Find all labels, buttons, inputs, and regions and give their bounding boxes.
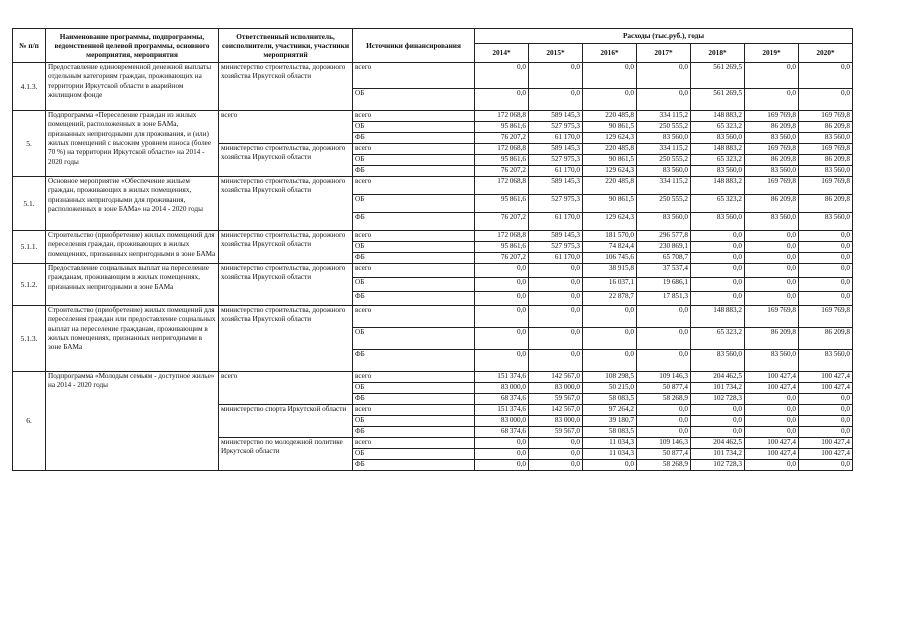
row-value: 61 170,0 [529, 133, 583, 144]
row-source: всего [353, 63, 475, 89]
row-value: 0,0 [475, 438, 529, 449]
row-source: ФБ [353, 166, 475, 177]
row-executor: министерство строительства, дорожного хозяйства Иркутской области [219, 306, 353, 372]
row-value: 220 485,8 [583, 144, 637, 155]
row-source: всего [353, 372, 475, 383]
row-value: 0,0 [745, 89, 799, 111]
row-value: 250 555,2 [637, 122, 691, 133]
row-value: 65 323,2 [691, 155, 745, 166]
row-value: 0,0 [529, 328, 583, 350]
row-value: 97 264,2 [583, 405, 637, 416]
header-executor: Ответственный исполнитель, соисполнители, участники, участники мероприятий [219, 29, 353, 63]
row-value: 169 769,8 [799, 177, 853, 195]
row-value: 172 068,8 [475, 177, 529, 195]
row-value: 83 560,0 [637, 213, 691, 231]
row-value: 148 883,2 [691, 111, 745, 122]
row-value: 0,0 [475, 449, 529, 460]
row-value: 172 068,8 [475, 231, 529, 242]
row-value: 0,0 [529, 449, 583, 460]
header-source: Источники финансирования [353, 29, 475, 63]
row-value: 0,0 [637, 306, 691, 328]
table-row [13, 264, 853, 278]
row-value: 151 374,6 [475, 372, 529, 383]
row-value: 0,0 [529, 89, 583, 111]
row-source: ОБ [353, 328, 475, 350]
row-value: 220 485,8 [583, 177, 637, 195]
row-value: 86 209,8 [799, 195, 853, 213]
row-executor: министерство строительства, дорожного хозяйства Иркутской области [219, 177, 353, 231]
table-body [13, 63, 853, 471]
row-value: 0,0 [475, 63, 529, 89]
row-value: 0,0 [691, 416, 745, 427]
row-value: 169 769,8 [745, 144, 799, 155]
row-value: 0,0 [529, 278, 583, 292]
row-executor: министерство строительства, дорожного хозяйства Иркутской области [219, 231, 353, 264]
row-source: ОБ [353, 242, 475, 253]
row-value: 0,0 [583, 328, 637, 350]
row-value: 0,0 [745, 242, 799, 253]
row-name: Предоставление единовременной денежной выплаты отдельным категориям граждан, проживающих на территории Иркутской области в аварийном жилищном фонде [46, 63, 219, 111]
row-value: 76 207,2 [475, 213, 529, 231]
row-value: 0,0 [691, 264, 745, 278]
row-value: 0,0 [583, 350, 637, 372]
row-value: 0,0 [475, 292, 529, 306]
row-index: 6. [13, 372, 46, 471]
row-executor: всего [219, 372, 353, 405]
row-value: 17 851,3 [637, 292, 691, 306]
row-value: 151 374,6 [475, 405, 529, 416]
row-value: 100 427,4 [745, 449, 799, 460]
row-executor: министерство по молодежной политике Иркутской области [219, 438, 353, 471]
row-source: ОБ [353, 89, 475, 111]
row-source: ФБ [353, 292, 475, 306]
row-value: 148 883,2 [691, 144, 745, 155]
row-value: 0,0 [691, 253, 745, 264]
row-source: всего [353, 264, 475, 278]
row-value: 0,0 [745, 253, 799, 264]
row-value: 0,0 [529, 264, 583, 278]
header-num: № п/п [13, 29, 46, 63]
row-value: 83 560,0 [745, 166, 799, 177]
row-source: ФБ [353, 133, 475, 144]
row-value: 86 209,8 [745, 122, 799, 133]
row-name: Строительство (приобретение) жилых помещений для переселения граждан или предоставление социальных выплат на переселение гражданам, проживающим в жилых помещениях, признанных непригодными в зоне БАМа [46, 306, 219, 372]
row-value: 50 877,4 [637, 449, 691, 460]
row-value: 0,0 [691, 231, 745, 242]
row-value: 16 037,1 [583, 278, 637, 292]
row-value: 0,0 [475, 278, 529, 292]
row-value: 11 034,3 [583, 449, 637, 460]
row-value: 83 560,0 [691, 213, 745, 231]
row-value: 58 083,5 [583, 394, 637, 405]
row-value: 83 560,0 [691, 133, 745, 144]
row-value: 561 269,5 [691, 89, 745, 111]
row-source: всего [353, 405, 475, 416]
row-value: 0,0 [691, 427, 745, 438]
header-year: 2020* [799, 44, 853, 63]
row-name: Строительство (приобретение) жилых помещений для переселения граждан, проживающих в жилых помещениях, признанных непригодными в зоне БАМа [46, 231, 219, 264]
header-year: 2014* [475, 44, 529, 63]
row-source: ОБ [353, 278, 475, 292]
row-value: 0,0 [529, 63, 583, 89]
row-value: 0,0 [475, 350, 529, 372]
row-name: Подпрограмма «Переселение граждан из жилых помещений, расположенных в зоне БАМа, признанных непригодными для проживания, и (или) жилых помещений с высоким уровнем износа (более 70 %) на территории Иркутской области» на 2014 - 2020 годы [46, 111, 219, 177]
row-index: 5.1. [13, 177, 46, 231]
row-value: 0,0 [583, 306, 637, 328]
row-index: 4.1.3. [13, 63, 46, 111]
row-value: 0,0 [799, 264, 853, 278]
row-value: 0,0 [799, 460, 853, 471]
row-value: 250 555,2 [637, 195, 691, 213]
row-source: всего [353, 144, 475, 155]
budget-table [12, 28, 853, 471]
row-value: 230 869,1 [637, 242, 691, 253]
row-value: 22 878,7 [583, 292, 637, 306]
row-value: 83 560,0 [799, 133, 853, 144]
row-value: 0,0 [637, 328, 691, 350]
row-value: 86 209,8 [745, 195, 799, 213]
row-value: 61 170,0 [529, 166, 583, 177]
row-value: 0,0 [637, 89, 691, 111]
row-value: 0,0 [529, 292, 583, 306]
row-value: 11 034,3 [583, 438, 637, 449]
row-value: 0,0 [745, 292, 799, 306]
row-value: 0,0 [475, 460, 529, 471]
row-value: 38 915,8 [583, 264, 637, 278]
row-value: 65 323,2 [691, 195, 745, 213]
row-source: ФБ [353, 394, 475, 405]
row-value: 0,0 [637, 350, 691, 372]
header-year: 2019* [745, 44, 799, 63]
row-value: 83 560,0 [745, 133, 799, 144]
row-value: 76 207,2 [475, 253, 529, 264]
row-value: 129 624,3 [583, 166, 637, 177]
row-value: 83 560,0 [637, 133, 691, 144]
row-value: 58 268,9 [637, 394, 691, 405]
row-name: Основное мероприятие «Обеспечение жильем граждан, проживающих в жилых помещениях, признанных непригодными для проживания, расположенных в зоне БАМа» на 2014 - 2020 годы [46, 177, 219, 231]
row-value: 58 083,5 [583, 427, 637, 438]
row-value: 76 207,2 [475, 166, 529, 177]
row-value: 0,0 [475, 89, 529, 111]
row-value: 101 734,2 [691, 449, 745, 460]
table-row [13, 111, 853, 122]
row-executor: министерство строительства, дорожного хозяйства Иркутской области [219, 63, 353, 111]
row-name: Подпрограмма «Молодым семьям - доступное жилье» на 2014 - 2020 годы [46, 372, 219, 471]
row-source: всего [353, 438, 475, 449]
row-value: 220 485,8 [583, 111, 637, 122]
row-value: 83 000,0 [475, 416, 529, 427]
row-value: 0,0 [583, 460, 637, 471]
row-value: 169 769,8 [745, 306, 799, 328]
row-source: ОБ [353, 449, 475, 460]
row-value: 0,0 [691, 292, 745, 306]
row-value: 0,0 [745, 278, 799, 292]
row-value: 334 115,2 [637, 177, 691, 195]
row-value: 0,0 [691, 278, 745, 292]
row-value: 109 146,3 [637, 438, 691, 449]
row-value: 68 374,6 [475, 427, 529, 438]
row-source: ФБ [353, 460, 475, 471]
row-value: 86 209,8 [799, 155, 853, 166]
row-value: 83 560,0 [637, 166, 691, 177]
row-value: 0,0 [529, 350, 583, 372]
row-value: 334 115,2 [637, 144, 691, 155]
row-value: 0,0 [475, 328, 529, 350]
table-row [13, 231, 853, 242]
row-value: 95 861,6 [475, 155, 529, 166]
row-value: 65 323,2 [691, 328, 745, 350]
row-value: 86 209,8 [799, 122, 853, 133]
row-value: 83 000,0 [475, 383, 529, 394]
row-index: 5.1.2. [13, 264, 46, 306]
row-value: 90 861,5 [583, 155, 637, 166]
row-source: ОБ [353, 122, 475, 133]
row-value: 334 115,2 [637, 111, 691, 122]
row-source: ОБ [353, 416, 475, 427]
row-value: 90 861,5 [583, 195, 637, 213]
header-year: 2015* [529, 44, 583, 63]
row-executor: министерство строительства, дорожного хозяйства Иркутской области [219, 264, 353, 306]
row-value: 95 861,6 [475, 195, 529, 213]
row-value: 0,0 [799, 242, 853, 253]
row-value: 142 567,0 [529, 372, 583, 383]
row-value: 50 215,0 [583, 383, 637, 394]
header-year: 2016* [583, 44, 637, 63]
row-value: 0,0 [529, 460, 583, 471]
row-value: 83 560,0 [691, 166, 745, 177]
row-value: 0,0 [637, 63, 691, 89]
row-value: 296 577,8 [637, 231, 691, 242]
row-value: 90 861,5 [583, 122, 637, 133]
row-value: 83 560,0 [691, 350, 745, 372]
row-value: 0,0 [529, 438, 583, 449]
row-value: 59 567,0 [529, 427, 583, 438]
header-expenses: Расходы (тыс.руб.), годы [475, 29, 853, 44]
row-value: 106 745,6 [583, 253, 637, 264]
row-value: 142 567,0 [529, 405, 583, 416]
row-value: 59 567,0 [529, 394, 583, 405]
budget-table-page [12, 28, 852, 471]
row-value: 0,0 [583, 89, 637, 111]
row-value: 0,0 [475, 264, 529, 278]
row-value: 0,0 [799, 416, 853, 427]
row-value: 86 209,8 [799, 328, 853, 350]
row-value: 100 427,4 [799, 438, 853, 449]
row-value: 83 000,0 [529, 383, 583, 394]
row-value: 0,0 [475, 306, 529, 328]
row-value: 101 734,2 [691, 383, 745, 394]
row-value: 527 975,3 [529, 155, 583, 166]
row-value: 0,0 [799, 89, 853, 111]
row-value: 95 861,6 [475, 242, 529, 253]
row-value: 86 209,8 [745, 155, 799, 166]
row-value: 0,0 [799, 278, 853, 292]
row-value: 0,0 [745, 264, 799, 278]
row-value: 0,0 [799, 231, 853, 242]
row-value: 129 624,3 [583, 213, 637, 231]
row-value: 589 145,3 [529, 144, 583, 155]
row-value: 100 427,4 [799, 449, 853, 460]
row-value: 0,0 [745, 405, 799, 416]
row-value: 589 145,3 [529, 111, 583, 122]
row-executor: министерство спорта Иркутской области [219, 405, 353, 438]
row-source: ОБ [353, 195, 475, 213]
row-source: ФБ [353, 427, 475, 438]
row-executor: всего [219, 111, 353, 144]
row-value: 100 427,4 [745, 438, 799, 449]
row-value: 148 883,2 [691, 306, 745, 328]
row-value: 0,0 [691, 405, 745, 416]
row-value: 589 145,3 [529, 177, 583, 195]
row-source: ОБ [353, 155, 475, 166]
row-value: 65 708,7 [637, 253, 691, 264]
row-value: 169 769,8 [799, 111, 853, 122]
row-value: 0,0 [799, 253, 853, 264]
row-value: 0,0 [799, 427, 853, 438]
row-value: 61 170,0 [529, 213, 583, 231]
row-value: 527 975,3 [529, 195, 583, 213]
row-value: 0,0 [745, 63, 799, 89]
header-name: Наименование программы, подпрограммы, ведомственной целевой программы, основного мероприятия, мероприятия [46, 29, 219, 63]
row-source: ФБ [353, 213, 475, 231]
row-value: 0,0 [583, 63, 637, 89]
row-value: 39 180,7 [583, 416, 637, 427]
row-index: 5.1.3. [13, 306, 46, 372]
row-value: 100 427,4 [799, 383, 853, 394]
row-value: 0,0 [799, 405, 853, 416]
row-value: 172 068,8 [475, 144, 529, 155]
table-row [13, 306, 853, 328]
row-source: всего [353, 177, 475, 195]
row-value: 83 000,0 [529, 416, 583, 427]
row-value: 86 209,8 [745, 328, 799, 350]
row-value: 148 883,2 [691, 177, 745, 195]
row-executor: министерство строительства, дорожного хозяйства Иркутской области [219, 144, 353, 177]
table-row [13, 177, 853, 195]
row-source: ФБ [353, 350, 475, 372]
row-value: 108 298,5 [583, 372, 637, 383]
row-value: 68 374,6 [475, 394, 529, 405]
row-value: 0,0 [691, 242, 745, 253]
row-value: 169 769,8 [745, 177, 799, 195]
row-value: 83 560,0 [799, 166, 853, 177]
row-name: Предоставление социальных выплат на переселение гражданам, проживающим в жилых помещениях, признанных непригодными в зоне БАМа [46, 264, 219, 306]
row-source: всего [353, 111, 475, 122]
row-value: 169 769,8 [799, 144, 853, 155]
row-source: всего [353, 231, 475, 242]
header-year: 2017* [637, 44, 691, 63]
row-value: 0,0 [745, 231, 799, 242]
row-source: всего [353, 306, 475, 328]
row-value: 100 427,4 [745, 383, 799, 394]
row-index: 5.1.1. [13, 231, 46, 264]
row-value: 527 975,3 [529, 122, 583, 133]
row-value: 0,0 [745, 416, 799, 427]
row-value: 0,0 [799, 292, 853, 306]
row-value: 83 560,0 [745, 350, 799, 372]
row-value: 58 268,9 [637, 460, 691, 471]
table-row [13, 63, 853, 89]
row-value: 561 269,5 [691, 63, 745, 89]
row-value: 102 728,3 [691, 394, 745, 405]
row-value: 0,0 [745, 394, 799, 405]
row-value: 83 560,0 [799, 213, 853, 231]
row-value: 19 686,1 [637, 278, 691, 292]
row-value: 527 975,3 [529, 242, 583, 253]
row-value: 129 624,3 [583, 133, 637, 144]
row-value: 37 537,4 [637, 264, 691, 278]
row-value: 589 145,3 [529, 231, 583, 242]
row-source: ФБ [353, 253, 475, 264]
row-value: 100 427,4 [799, 372, 853, 383]
row-value: 83 560,0 [799, 350, 853, 372]
row-value: 100 427,4 [745, 372, 799, 383]
row-value: 76 207,2 [475, 133, 529, 144]
row-value: 61 170,0 [529, 253, 583, 264]
row-value: 109 146,3 [637, 372, 691, 383]
row-value: 181 570,0 [583, 231, 637, 242]
row-value: 204 462,5 [691, 438, 745, 449]
row-value: 0,0 [745, 460, 799, 471]
header-year: 2018* [691, 44, 745, 63]
row-value: 74 824,4 [583, 242, 637, 253]
row-value: 50 877,4 [637, 383, 691, 394]
row-value: 102 728,3 [691, 460, 745, 471]
row-source: ОБ [353, 383, 475, 394]
row-value: 250 555,2 [637, 155, 691, 166]
row-value: 83 560,0 [745, 213, 799, 231]
row-value: 0,0 [799, 394, 853, 405]
table-row [13, 372, 853, 383]
row-index: 5. [13, 111, 46, 177]
row-value: 65 323,2 [691, 122, 745, 133]
row-value: 0,0 [745, 427, 799, 438]
row-value: 0,0 [799, 63, 853, 89]
row-value: 0,0 [637, 427, 691, 438]
row-value: 169 769,8 [799, 306, 853, 328]
row-value: 0,0 [637, 416, 691, 427]
row-value: 204 462,5 [691, 372, 745, 383]
row-value: 169 769,8 [745, 111, 799, 122]
row-value: 172 068,8 [475, 111, 529, 122]
row-value: 95 861,6 [475, 122, 529, 133]
row-value: 0,0 [529, 306, 583, 328]
row-value: 0,0 [637, 405, 691, 416]
